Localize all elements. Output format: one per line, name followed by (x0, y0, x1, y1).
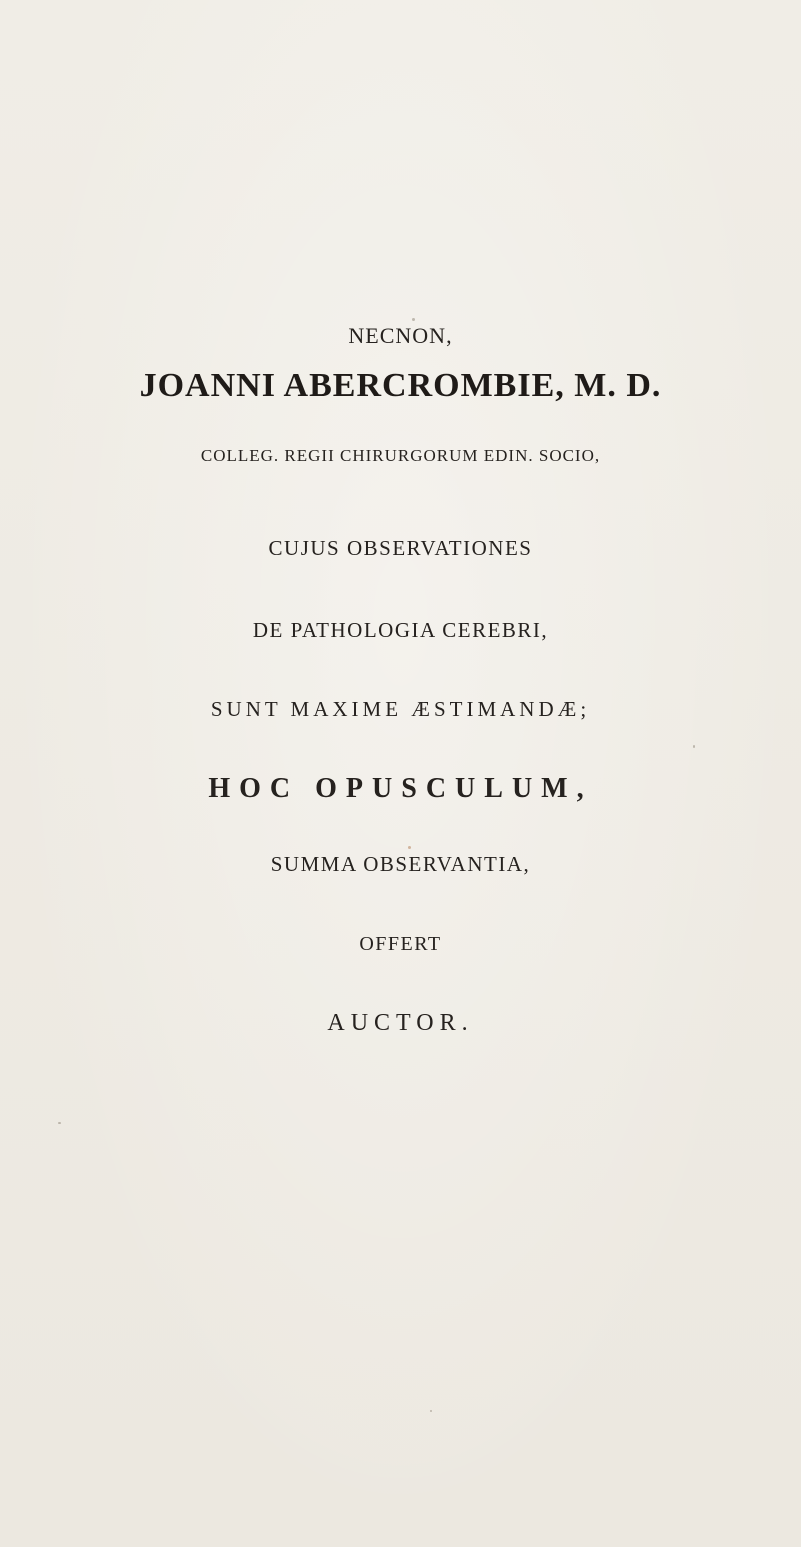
paper-speck (58, 1122, 61, 1124)
paper-speck (408, 846, 411, 849)
dedication-line-cujus: CUJUS OBSERVATIONES (268, 536, 533, 560)
dedication-line-observantia: SUMMA OBSERVANTIA, (270, 852, 531, 876)
dedication-line-pathologia: DE PATHOLOGIA CEREBRI, (252, 618, 549, 642)
paper-speck (412, 318, 415, 321)
dedication-line-necnon: NECNON, (348, 323, 453, 348)
paper-speck (430, 1410, 432, 1412)
dedication-line-auctor: AUCTOR. (327, 1010, 474, 1036)
paper-speck (693, 745, 695, 748)
dedication-recipient-affiliation: COLLEG. REGII CHIRURGORUM EDIN. SOCIO, (200, 446, 601, 465)
dedication-line-offert: OFFERT (359, 933, 442, 955)
dedication-line-opusculum: HOC OPUSCULUM, (208, 773, 593, 804)
dedication-line-aestimandae: SUNT MAXIME ÆSTIMANDÆ; (210, 697, 591, 721)
dedication-recipient-name: JOANNI ABERCROMBIE, M. D. (139, 367, 662, 404)
